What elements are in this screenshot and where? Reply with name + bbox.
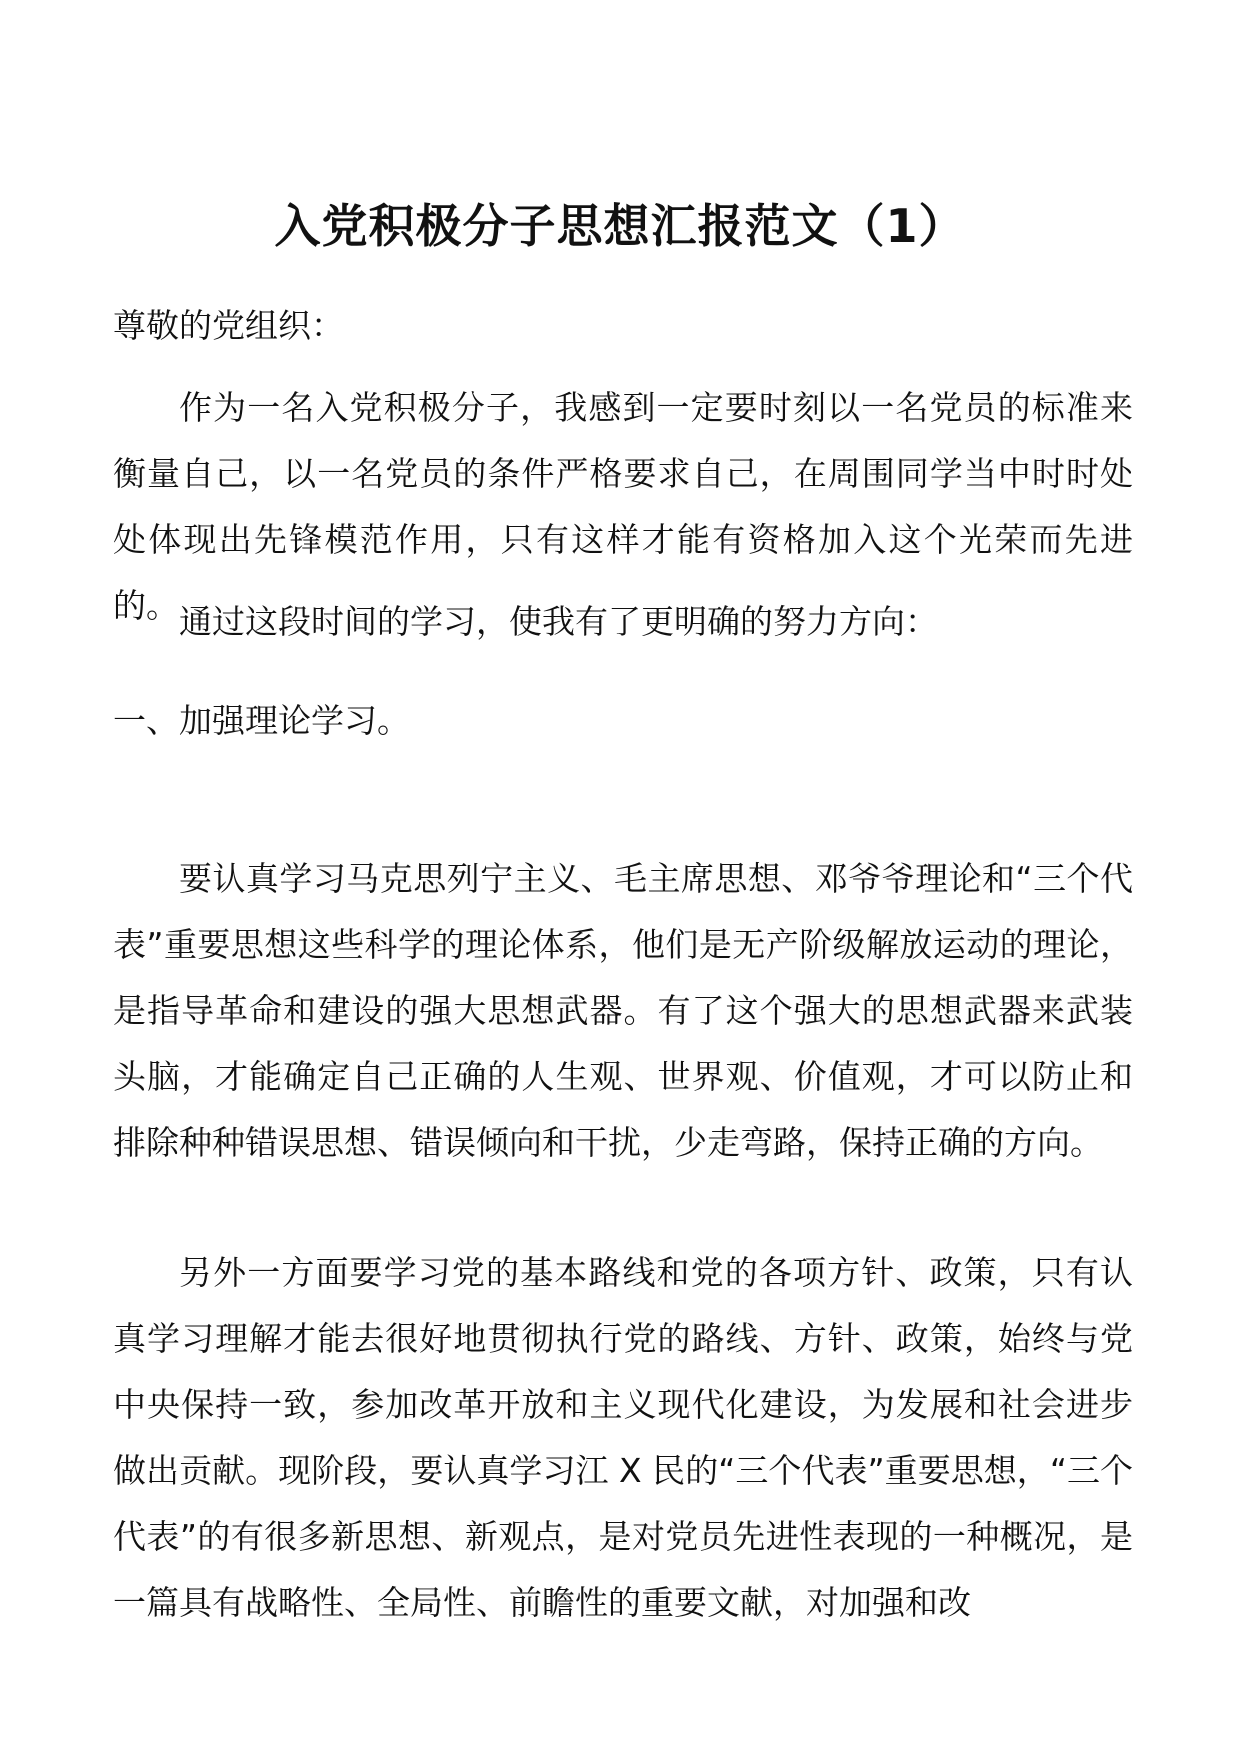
paragraph-intro: 作为一名入党积极分子，我感到一定要时刻以一名党员的标准来衡量自己，以一名党员的条件严格要求自己，在周围同学当中时时处处体现出先锋模范作用，只有这样才能有资格加入这个光荣而先进的。 (113, 388, 1133, 625)
paragraph-direction: 通过这段时间的学习，使我有了更明确的努力方向： (179, 602, 938, 641)
document-title: 入党积极分子思想汇报范文（1） (274, 199, 966, 253)
salutation: 尊敬的党组织： (113, 306, 344, 345)
paragraph-theory-study: 要认真学习马克思列宁主义、毛主席思想、邓爷爷理论和“三个代表”重要思想这些科学的理论体系，他们是无产阶级解放运动的理论，是指导革命和建设的强大思想武器。有了这个强大的思想武器来武装头脑，才能确定自己正确的人生观、世界观、价值观，才可以防止和排除种种错误思想、错误倾向和干扰，少走弯路，保持正确的方向。 (113, 859, 1133, 1162)
section-heading: 一、加强理论学习。 (113, 701, 410, 740)
paragraph-party-line: 另外一方面要学习党的基本路线和党的各项方针、政策，只有认真学习理解才能去很好地贯彻执行党的路线、方针、政策，始终与党中央保持一致，参加改革开放和主义现代化建设，为发展和社会进步做出贡献。现阶段，要认真学习江 X 民的“三个代表”重要思想，“三个代表”的有很多新思想、新观点，是对党员先进性表现的一种概况，是一篇具有战略性、全局性、前瞻性的重要文献，对加强和改 (113, 1253, 1133, 1622)
